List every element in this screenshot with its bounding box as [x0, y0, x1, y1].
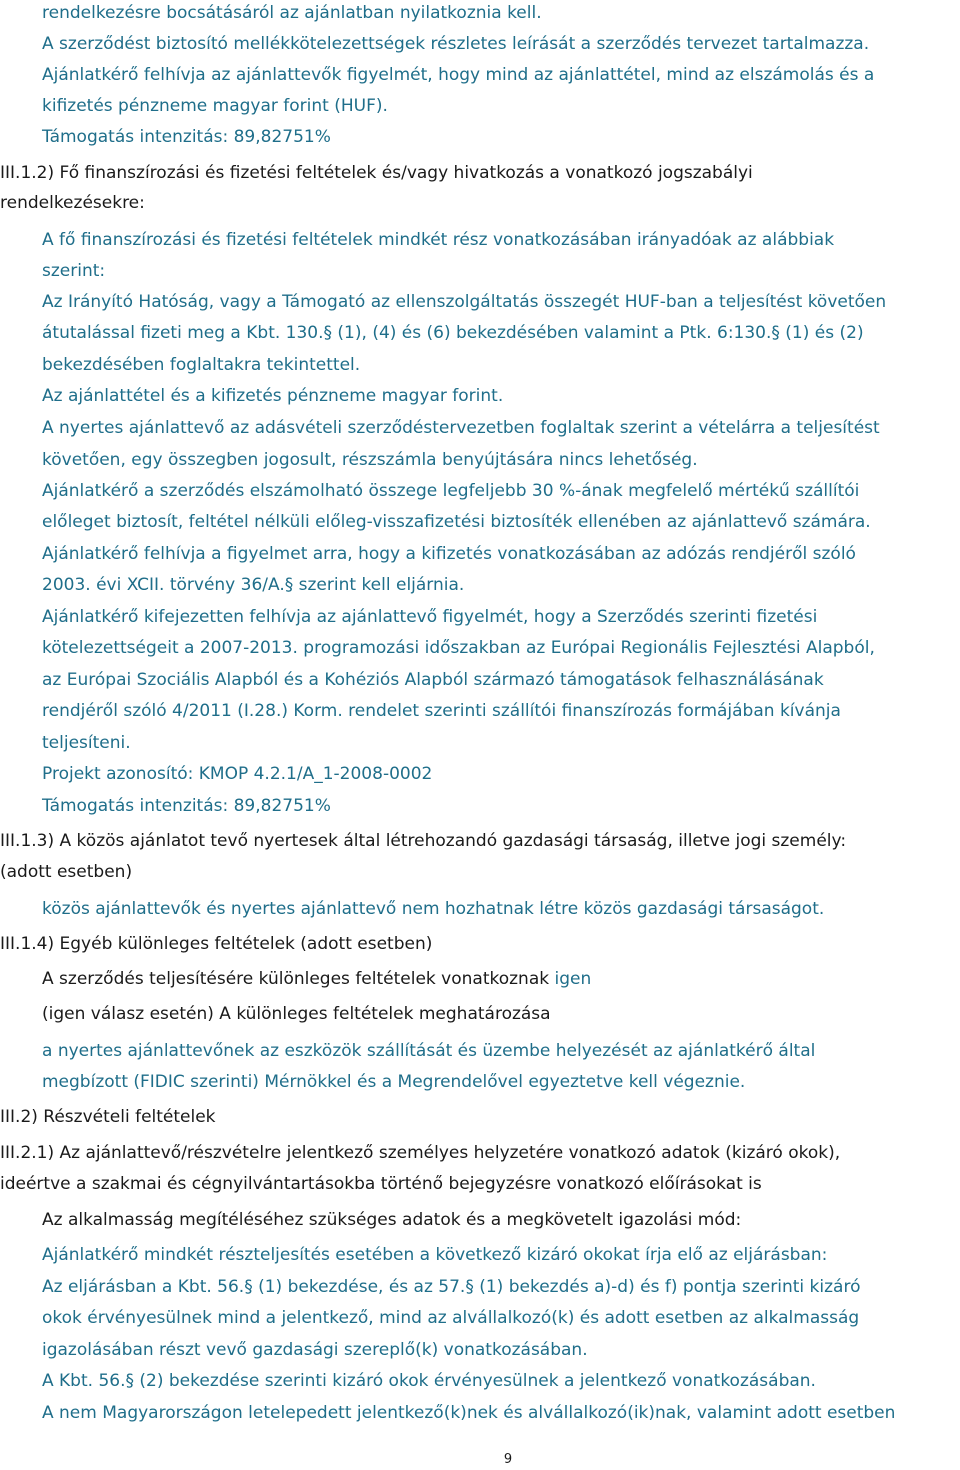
text-line: igazolásában részt vevő gazdasági szereplő(k) vonatkozásában.: [42, 1340, 588, 1360]
text-line: Az eljárásban a Kbt. 56.§ (1) bekezdése, és az 57.§ (1) bekezdés a)-d) és f) pontja szerinti kizáró: [42, 1277, 861, 1297]
text-line: A nyertes ajánlattevő az adásvételi szerződéstervezetben foglaltak szerint a vételárra a teljesítést: [42, 418, 880, 438]
support-intensity: Támogatás intenzitás: 89,82751%: [42, 796, 331, 816]
text-line: A Kbt. 56.§ (2) bekezdése szerinti kizáró okok érvényesülnek a jelentkező vonatkozásában.: [42, 1371, 816, 1391]
text-line: rendelkezésre bocsátásáról az ajánlatban nyilatkoznia kell.: [42, 3, 542, 23]
text-line: rendjéről szóló 4/2011 (I.28.) Korm. rendelet szerinti szállítói finanszírozás formájában kívánja: [42, 701, 841, 721]
section-heading-III-1-2: III.1.2) Fő finanszírozási és fizetési feltételek és/vagy hivatkozás a vonatkozó jogszabályi: [0, 163, 753, 183]
text-line: szerint:: [42, 261, 106, 281]
text-line: az Európai Szociális Alapból és a Kohéziós Alapból származó támogatások felhasználásának: [42, 670, 824, 690]
text-line: 2003. évi XCII. törvény 36/A.§ szerint kell eljárnia.: [42, 575, 465, 595]
text-line: Ajánlatkérő felhívja a figyelmet arra, hogy a kifizetés vonatkozásában az adózás rendjéről szóló: [42, 544, 856, 564]
text-line: megbízott (FIDIC szerinti) Mérnökkel és a Megrendelővel egyeztetve kell végeznie.: [42, 1072, 746, 1092]
special-conditions-value: igen: [554, 969, 592, 989]
text-line: Ajánlatkérő felhívja az ajánlattevők figyelmét, hogy mind az ajánlattétel, mind az elszámolás és a: [42, 65, 875, 85]
text-line: Ajánlatkérő a szerződés elszámolható összege legfeljebb 30 %-ának megfelelő mértékű szállítói: [42, 481, 860, 501]
special-conditions-definition-label: (igen válasz esetén) A különleges feltételek meghatározása: [42, 1004, 551, 1024]
text-line: kifizetés pénzneme magyar forint (HUF).: [42, 96, 388, 116]
section-heading-III-1-3-cont: (adott esetben): [0, 862, 133, 882]
text-line: okok érvényesülnek mind a jelentkező, mind az alvállalkozó(k) és adott esetben az alkalmasság: [42, 1308, 860, 1328]
text-line: A szerződést biztosító mellékkötelezettségek részletes leírását a szerződés tervezet tartalmazza.: [42, 34, 870, 54]
text-line: Ajánlatkérő mindkét részteljesítés esetében a következő kizáró okokat írja elő az eljárásban:: [42, 1245, 828, 1265]
text-line: kötelezettségeit a 2007-2013. programozási időszakban az Európai Regionális Fejlesztési Alapból,: [42, 638, 875, 658]
text-line: átutalással fizeti meg a Kbt. 130.§ (1), (4) és (6) bekezdésében valamint a Ptk. 6:130.§ (1) és (2): [42, 323, 864, 343]
text-line: Az ajánlattétel és a kifizetés pénzneme magyar forint.: [42, 386, 504, 406]
section-heading-III-1-3: III.1.3) A közös ajánlatot tevő nyertesek által létrehozandó gazdasági társaság, illetve jogi személy:: [0, 831, 847, 851]
special-conditions-label: A szerződés teljesítésére különleges feltételek vonatkoznak: [42, 969, 555, 989]
section-heading-III-2: III.2) Részvételi feltételek: [0, 1107, 216, 1127]
special-conditions-line: [42, 968, 591, 990]
text-line: Ajánlatkérő kifejezetten felhívja az ajánlattevő figyelmét, hogy a Szerződés szerinti fizetési: [42, 607, 818, 627]
text-line: előleget biztosít, feltétel nélküli előleg-visszafizetési biztosíték ellenében az ajánlattevő számára.: [42, 512, 871, 532]
section-heading-III-2-1-cont: ideértve a szakmai és cégnyilvántartásokba történő bejegyzésre vonatkozó előírásokat is: [0, 1174, 762, 1194]
text-line: Támogatás intenzitás: 89,82751%: [42, 127, 331, 147]
text-line: közös ajánlattevők és nyertes ajánlattevő nem hozhatnak létre közös gazdasági társaságot.: [42, 899, 825, 919]
text-line: Az Irányító Hatóság, vagy a Támogató az ellenszolgáltatás összegét HUF-ban a teljesítést követően: [42, 292, 887, 312]
text-line: teljesíteni.: [42, 733, 131, 753]
section-heading-III-2-1: III.2.1) Az ajánlattevő/részvételre jelentkező személyes helyzetére vonatkozó adatok (kizáró okok),: [0, 1143, 841, 1163]
page-number: 9: [503, 1452, 513, 1467]
subsection-label: Az alkalmasság megítéléséhez szükséges adatok és a megkövetelt igazolási mód:: [42, 1210, 742, 1230]
text-line: követően, egy összegben jogosult, részszámla benyújtására nincs lehetőség.: [42, 450, 698, 470]
text-line: A nem Magyarországon letelepedett jelentkező(k)nek és alvállalkozó(ik)nak, valamint adott esetben: [42, 1403, 896, 1423]
text-line: a nyertes ajánlattevőnek az eszközök szállítását és üzembe helyezését az ajánlatkérő által: [42, 1041, 816, 1061]
section-heading-III-1-2-cont: rendelkezésekre:: [0, 193, 145, 213]
section-heading-III-1-4: III.1.4) Egyéb különleges feltételek (adott esetben): [0, 934, 433, 954]
text-line: A fő finanszírozási és fizetési feltételek mindkét rész vonatkozásában irányadóak az alábbiak: [42, 230, 835, 250]
project-id: Projekt azonosító: KMOP 4.2.1/A_1-2008-0002: [42, 764, 433, 784]
text-line: bekezdésében foglaltakra tekintettel.: [42, 355, 361, 375]
